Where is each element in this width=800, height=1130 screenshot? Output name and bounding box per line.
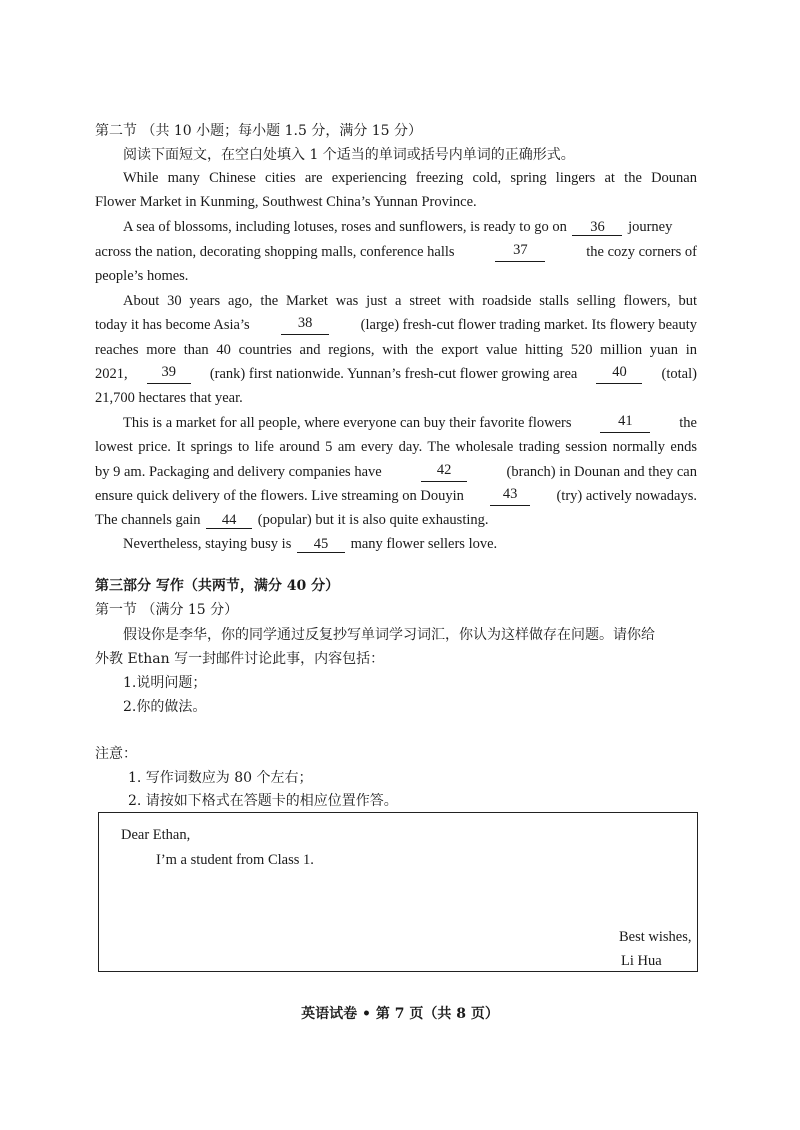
paragraph-4-line-5 <box>95 510 489 530</box>
paragraph-1-line-1: While many Chinese cities are experiencing freezing cold, spring lingers at the Dounan <box>123 170 697 186</box>
blank-44[interactable]: 44 <box>206 512 252 529</box>
paragraph-4-line-5-end: (popular) but it is also quite exhausting. <box>257 512 489 528</box>
note-1: 1. 写作词数应为 80 个左右； <box>128 770 313 786</box>
paragraph-3-line-2-text: today it has become Asia’s <box>95 317 250 333</box>
paragraph-4-line-5-text: The channels gain <box>95 512 201 528</box>
paragraph-4-line-4 <box>95 486 697 506</box>
paragraph-3-line-4-end: (total) <box>661 366 697 382</box>
paragraph-4-line-1 <box>123 413 697 433</box>
part3-subheading: 第一节 （满分 15 分） <box>95 602 239 618</box>
paragraph-2-line-2-text: across the nation, decorating shopping malls, conference halls <box>95 244 455 260</box>
paragraph-3-line-4 <box>95 364 697 384</box>
paragraph-3-line-2 <box>95 315 697 335</box>
blank-41[interactable]: 41 <box>600 413 650 433</box>
paragraph-2-line-1-end: journey <box>628 219 673 235</box>
part3-item-1: 1.说明问题； <box>123 675 207 691</box>
page-footer: 英语试卷 • 第 7 页（共 8 页） <box>301 1006 499 1022</box>
paragraph-3-line-5: 21,700 hectares that year. <box>95 390 243 406</box>
paragraph-4-line-3-text: by 9 am. Packaging and delivery companies have <box>95 464 382 480</box>
paragraph-4-line-4-end: (try) actively nowadays. <box>556 488 697 504</box>
paragraph-4-line-1-text: This is a market for all people, where everyone can buy their favorite flowers <box>123 415 572 431</box>
paragraph-2-line-1-text: A sea of blossoms, including lotuses, roses and sunflowers, is ready to go on <box>123 219 567 235</box>
part3-prompt-line-1: 假设你是李华，你的同学通过反复抄写单词学习词汇，你认为这样做存在问题。请你给 <box>123 627 655 643</box>
paragraph-5-line-1-end: many flower sellers love. <box>350 536 498 552</box>
blank-43[interactable]: 43 <box>490 486 530 506</box>
notes-title: 注意： <box>95 746 137 762</box>
section-instruction: 阅读下面短文，在空白处填入 1 个适当的单词或括号内单词的正确形式。 <box>123 147 575 163</box>
part3-item-2: 2.你的做法。 <box>123 699 207 715</box>
paragraph-1-line-2: Flower Market in Kunming, Southwest China’s Yunnan Province. <box>95 194 477 210</box>
paragraph-4-line-2: lowest price. It springs to life around 5 am every day. The wholesale trading session normally ends <box>95 439 697 455</box>
part3-prompt-line-2: 外教 Ethan 写一封邮件讨论此事，内容包括： <box>95 651 385 667</box>
blank-38[interactable]: 38 <box>281 315 329 335</box>
blank-42[interactable]: 42 <box>421 462 467 482</box>
paragraph-3-line-1: About 30 years ago, the Market was just a street with roadside stalls selling flowers, but <box>123 293 697 309</box>
letter-intro: I’m a student from Class 1. <box>156 852 314 868</box>
blank-36[interactable]: 36 <box>572 219 622 236</box>
letter-template-box <box>98 812 698 972</box>
paragraph-5-line-1-text: Nevertheless, staying busy is <box>123 536 292 552</box>
blank-37[interactable]: 37 <box>495 242 545 262</box>
letter-signature: Li Hua <box>621 953 662 969</box>
paragraph-2-line-2-end: the cozy corners of <box>586 244 697 260</box>
paragraph-2-line-2 <box>95 242 697 262</box>
part3-heading: 第三部分 写作（共两节，满分 40 分） <box>95 578 340 594</box>
blank-40[interactable]: 40 <box>596 364 642 384</box>
letter-closing: Best wishes, <box>619 929 692 945</box>
paragraph-3-line-4-year: 2021, <box>95 366 128 382</box>
paragraph-5-line-1 <box>123 534 497 554</box>
letter-greeting: Dear Ethan, <box>121 827 191 843</box>
paragraph-3-line-2-end: (large) fresh-cut flower trading market. Its flowery beauty <box>360 317 697 333</box>
paragraph-3-line-4-text: (rank) first nationwide. Yunnan’s fresh-cut flower growing area <box>209 366 578 382</box>
blank-45[interactable]: 45 <box>297 536 345 553</box>
section-heading: 第二节 （共 10 小题；每小题 1.5 分，满分 15 分） <box>95 123 423 139</box>
note-2: 2. 请按如下格式在答题卡的相应位置作答。 <box>128 793 398 809</box>
paragraph-4-line-3 <box>95 462 697 482</box>
paragraph-4-line-4-text: ensure quick delivery of the flowers. Live streaming on Douyin <box>95 488 464 504</box>
blank-39[interactable]: 39 <box>147 364 191 384</box>
paragraph-2-line-3: people’s homes. <box>95 268 189 284</box>
paragraph-3-line-3: reaches more than 40 countries and regions, with the export value hitting 520 million yuan in <box>95 342 697 358</box>
paragraph-4-line-3-end: (branch) in Dounan and they can <box>506 464 697 480</box>
paragraph-4-line-1-end: the <box>679 415 697 431</box>
paragraph-2-line-1 <box>123 217 672 237</box>
